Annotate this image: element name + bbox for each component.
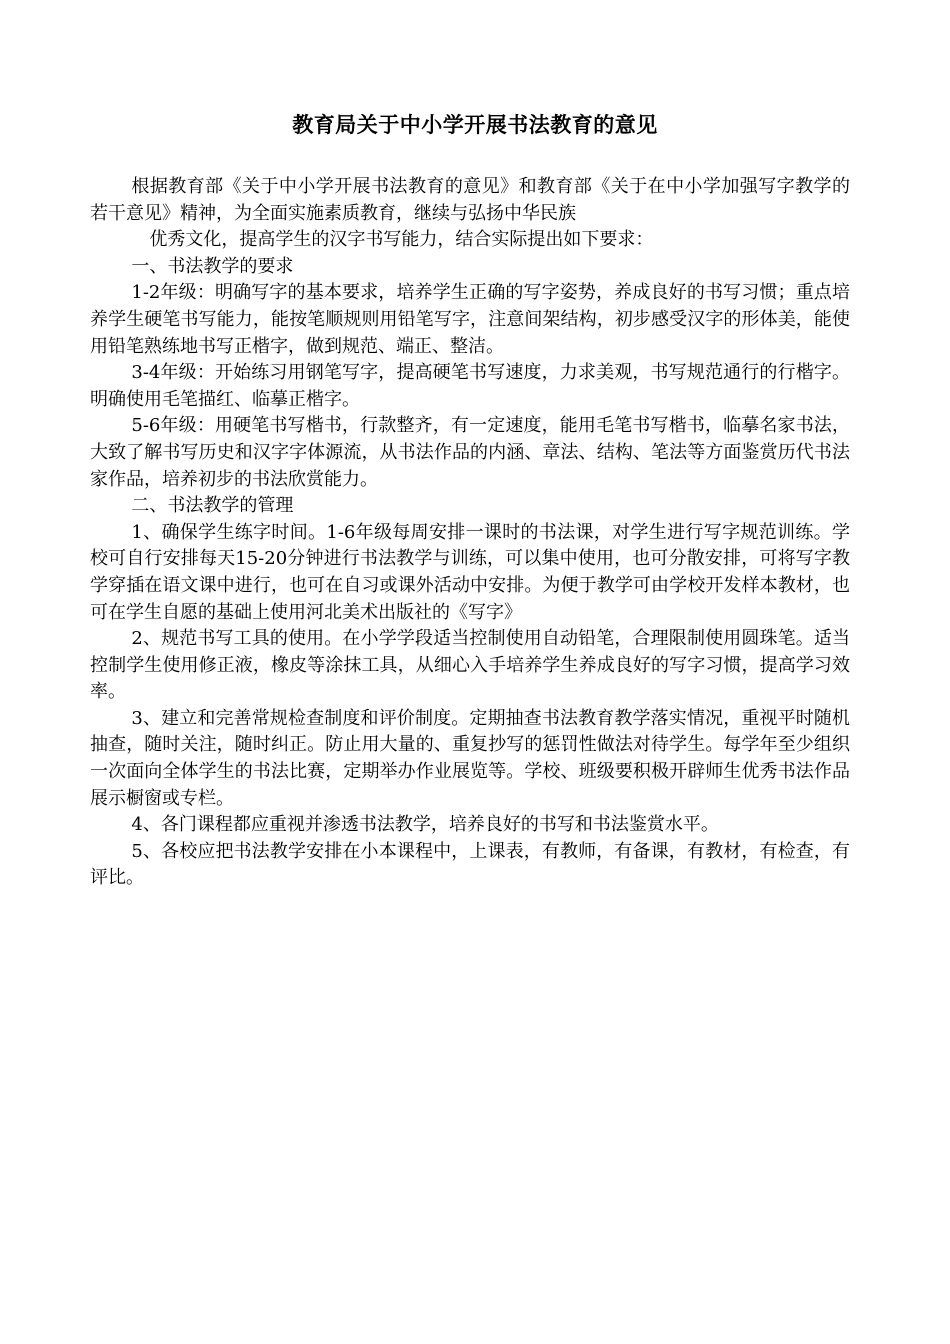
document-body [90,174,850,892]
paragraph-grade-3-4: 3-4年级：开始练习用钢笔写字，提高硬笔书写速度，力求美观，书写规范通行的行楷字。明确使用毛笔描红、临摹正楷字。 [90,362,850,410]
paragraph-management-5: 5、各校应把书法教学安排在小本课程中，上课表，有教师，有备课，有教材，有检查，有评比。 [90,840,850,889]
document-title: 教育局关于中小学开展书法教育的意见 [292,112,658,137]
paragraph-management-3: 3、建立和完善常规检查制度和评价制度。定期抽查书法教育教学落实情况，重视平时随机抽查，随时关注，随时纠正。防止用大量的、重复抄写的惩罚性做法对待学生。每学年至少组织一次面向全体学生的书法比赛，定期举办作业展览等。学校、班级要积极开辟师生优秀书法作品展示橱窗或专栏。 [90,707,850,809]
paragraph-intro: 根据教育部《关于中小学开展书法教育的意见》和教育部《关于在中小学加强写字教学的若干意见》精神，为全面实施素质教育，继续与弘扬中华民族 [90,176,850,224]
section-heading-requirements: 一、书法教学的要求 [131,255,294,277]
paragraph-management-4: 4、各门课程都应重视并渗透书法教学，培养良好的书写和书法鉴赏水平。 [131,814,719,836]
paragraph-intro-continued: 优秀文化，提高学生的汉字书写能力，结合实际提出如下要求： [149,229,654,251]
paragraph-management-1: 1、确保学生练字时间。1-6年级每周安排一课时的书法课，对学生进行写字规范训练。学校可自行安排每天15-20分钟进行书法教学与训练，可以集中使用，也可分散安排，可将写字教学穿插在语文课中进行，也可在自习或课外活动中安排。为便于教学可由学校开发样本教材，也可在学生自愿的基础上使用河北美术出版社的《写字》 [90,521,850,623]
paragraph-management-2: 2、规范书写工具的使用。在小学学段适当控制使用自动铅笔，合理限制使用圆珠笔。适当控制学生使用修正液，橡皮等涂抹工具，从细心入手培养学生养成良好的写字习惯，提高学习效率。 [90,628,850,703]
section-heading-management: 二、书法教学的管理 [131,495,294,517]
paragraph-grade-1-2: 1-2年级：明确写字的基本要求，培养学生正确的写字姿势，养成良好的书写习惯；重点培养学生硬笔书写能力，能按笔顺规则用铅笔写字，注意间架结构，初步感受汉字的形体美，能使用铅笔熟练地书写正楷字，做到规范、端正、整洁。 [90,282,850,357]
paragraph-grade-5-6: 5-6年级：用硬笔书写楷书，行款整齐，有一定速度，能用毛笔书写楷书，临摹名家书法，大致了解书写历史和汉字字体源流，从书法作品的内涵、章法、结构、笔法等方面鉴赏历代书法家作品，培养初步的书法欣赏能力。 [90,415,850,490]
